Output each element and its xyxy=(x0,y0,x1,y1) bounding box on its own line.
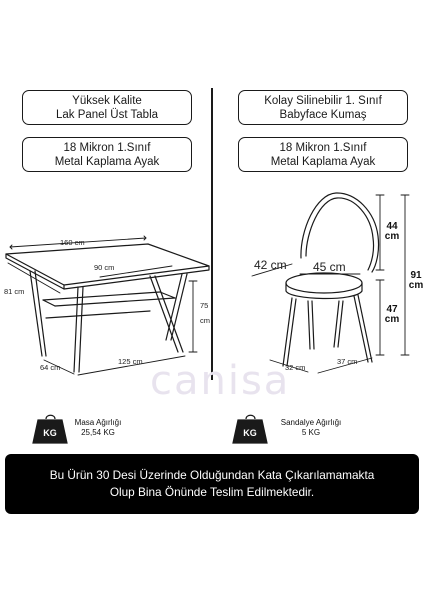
chair-leg-depth-label: 32 cm xyxy=(285,363,306,372)
table-weight-label: Masa Ağırlığı xyxy=(74,418,122,427)
table-length-label: 160 cm xyxy=(60,238,85,247)
table-inner-width-label: 90 cm xyxy=(94,263,115,272)
chair-seat-height-unit: cm xyxy=(384,314,400,325)
chair-seat-width-label: 45 cm xyxy=(313,260,346,274)
delivery-notice-banner xyxy=(5,454,419,514)
table-height-value: 75 xyxy=(200,301,209,310)
chair-weight-label: Sandalye Ağırlığı xyxy=(280,418,342,427)
kg-badge-chair: KG xyxy=(243,428,257,438)
feature-text: Lak Panel Üst Tabla xyxy=(55,108,159,121)
table-base-depth-label: 64 cm xyxy=(40,363,61,372)
feature-text: 18 Mikron 1.Sınıf xyxy=(279,141,367,154)
chair-back-height-unit: cm xyxy=(384,231,400,242)
table-drawing xyxy=(6,236,209,375)
chair-weight xyxy=(271,418,351,438)
table-depth-label: 81 cm xyxy=(4,287,25,296)
chair-seat-depth-label: 42 cm xyxy=(254,258,287,272)
table-base-length-label: 125 cm xyxy=(118,357,143,366)
chair-seat-height-label xyxy=(383,305,401,325)
feature-text: Yüksek Kalite xyxy=(72,94,142,107)
chair-seat-height-value: 47 xyxy=(386,304,398,315)
feature-text: Metal Kaplama Ayak xyxy=(270,155,376,168)
banner-line-1: Bu Ürün 30 Desi Üzerinde Olduğundan Kata Çıkarılamamakta xyxy=(49,468,375,482)
feature-text: Metal Kaplama Ayak xyxy=(54,155,160,168)
banner-line-2: Olup Bina Önünde Teslim Edilmektedir. xyxy=(109,485,315,499)
table-weight-value: 25,54 KG xyxy=(81,428,115,437)
chair-weight-value: 5 KG xyxy=(301,428,321,437)
table-height-unit: cm xyxy=(200,316,210,325)
chair-drawing xyxy=(252,193,409,373)
chair-leg-width-label: 37 cm xyxy=(337,357,358,366)
feature-text: Babyface Kumaş xyxy=(279,108,367,121)
brand-watermark: canisa xyxy=(150,358,291,404)
chair-back-height-value: 44 xyxy=(386,221,398,232)
feature-text: 18 Mikron 1.Sınıf xyxy=(63,141,151,154)
table-weight xyxy=(68,418,128,438)
chair-total-height-value: 91 xyxy=(410,270,422,281)
chair-total-height-unit: cm xyxy=(408,280,424,291)
kg-badge-table: KG xyxy=(43,428,57,438)
chair-total-height-label xyxy=(408,271,424,291)
chair-back-height-label xyxy=(383,222,401,242)
feature-text: Kolay Silinebilir 1. Sınıf xyxy=(264,94,382,107)
